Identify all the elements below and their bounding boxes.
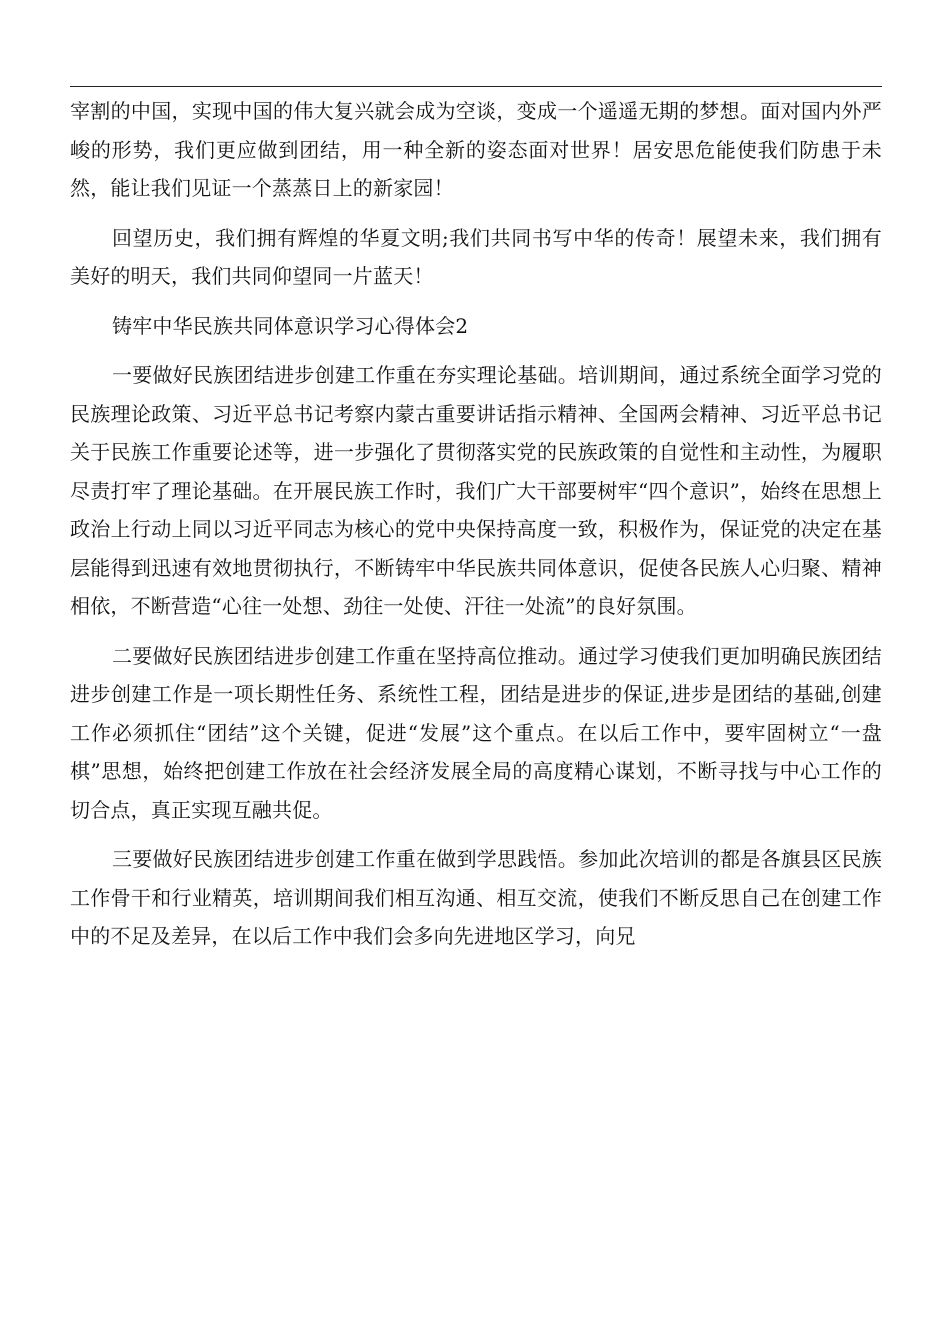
paragraph-point-three: 三要做好民族团结进步创建工作重在做到学思践悟。参加此次培训的都是各旗县区民族工作骨干和行业精英，培训期间我们相互沟通、相互交流，使我们不断反思自己在创建工作中的不足及差异，在以后工作中我们会多向先进地区学习，向兄 <box>70 847 882 948</box>
document-body <box>70 92 882 956</box>
paragraph-history-future: 回望历史，我们拥有辉煌的华夏文明;我们共同书写中华的传奇！展望未来，我们拥有美好的明天，我们共同仰望同一片蓝天！ <box>70 225 882 288</box>
paragraph-continuation: 宰割的中国，实现中国的伟大复兴就会成为空谈，变成一个遥遥无期的梦想。面对国内外严峻的形势，我们更应做到团结，用一种全新的姿态面对世界！居安思危能使我们防患于未然，能让我们见证一个蒸蒸日上的新家园！ <box>70 99 882 200</box>
paragraph-point-one: 一要做好民族团结进步创建工作重在夯实理论基础。培训期间，通过系统全面学习党的民族理论政策、习近平总书记考察内蒙古重要讲话指示精神、全国两会精神、习近平总书记关于民族工作重要论述等，进一步强化了贯彻落实党的民族政策的自觉性和主动性，为履职尽责打牢了理论基础。在开展民族工作时，我们广大干部要树牢“四个意识”，始终在思想上政治上行动上同以习近平同志为核心的党中央保持高度一致，积极作为，保证党的决定在基层能得到迅速有效地贯彻执行，不断铸牢中华民族共同体意识，促使各民族人心归聚、精神相依，不断营造“心往一处想、劲往一处使、汗往一处流”的良好氛围。 <box>70 363 882 618</box>
section-heading: 铸牢中华民族共同体意识学习心得体会2 <box>112 313 469 338</box>
paragraph-point-two: 二要做好民族团结进步创建工作重在坚持高位推动。通过学习使我们更加明确民族团结进步创建工作是一项长期性任务、系统性工程，团结是进步的保证,进步是团结的基础,创建工作必须抓住“团结”这个关键，促进“发展”这个重点。在以后工作中，要牢固树立“一盘棋”思想，始终把创建工作放在社会经济发展全局的高度精心谋划，不断寻找与中心工作的切合点，真正实现互融共促。 <box>70 643 882 822</box>
header-rule <box>70 86 882 87</box>
